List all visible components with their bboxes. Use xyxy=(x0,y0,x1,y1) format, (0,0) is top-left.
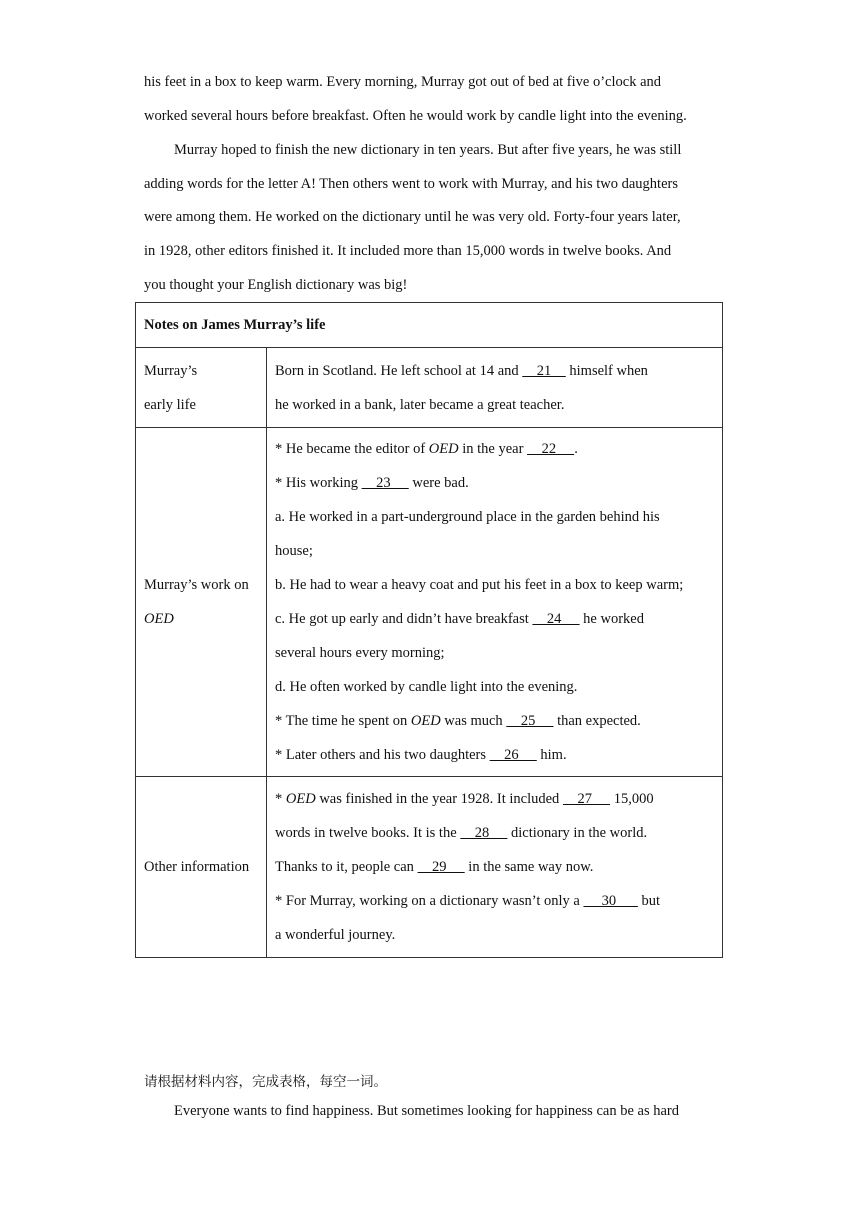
other-line-1c: 15,000 xyxy=(610,791,654,807)
work-line-10a: * Later others and his two daughters xyxy=(275,747,490,763)
blank-30[interactable]: 30 xyxy=(583,893,638,909)
work-line-4: house; xyxy=(275,543,313,559)
blank-22[interactable]: 22 xyxy=(527,441,575,457)
work-line-1-oed: OED xyxy=(428,441,459,457)
table-row-early-life xyxy=(136,348,723,428)
work-line-7: several hours every morning; xyxy=(275,645,445,661)
label-work-line1: Murray’s work on xyxy=(144,577,249,593)
label-early-life-line2: early life xyxy=(144,396,196,413)
work-line-10b: him. xyxy=(536,747,567,763)
work-line-1a: * He became the editor of xyxy=(275,441,429,457)
passage-line-3: Murray hoped to finish the new dictionary in ten years. But after five years, he was still xyxy=(174,142,682,158)
label-early-life xyxy=(136,348,267,428)
early-text-1: Born in Scotland. He left school at 14 and xyxy=(275,362,523,379)
other-line-5: a wonderful journey. xyxy=(275,927,396,943)
label-other: Other information xyxy=(136,777,267,958)
table-row-work xyxy=(136,428,723,777)
content-other xyxy=(267,777,723,958)
work-line-6b: he worked xyxy=(579,611,644,627)
work-line-5: b. He had to wear a heavy coat and put his feet in a box to keep warm; xyxy=(275,577,684,593)
work-line-2b: were bad. xyxy=(408,475,469,491)
passage-line-1: his feet in a box to keep warm. Every morning, Murray got out of bed at five o’clock and xyxy=(144,74,662,90)
blank-28[interactable]: 28 xyxy=(460,825,508,841)
table-title: Notes on James Murray’s life xyxy=(136,303,723,348)
label-work xyxy=(136,428,267,777)
other-line-1b: was finished in the year 1928. It included xyxy=(315,791,563,807)
other-line-2a: words in twelve books. It is the xyxy=(275,825,461,841)
work-line-8: d. He often worked by candle light into the evening. xyxy=(275,679,578,695)
passage-line-7: you thought your English dictionary was big! xyxy=(144,277,408,293)
work-line-3: a. He worked in a part-underground place in the garden behind his xyxy=(275,509,660,525)
blank-26[interactable]: 26 xyxy=(489,747,537,763)
other-line-1-oed: OED xyxy=(285,791,316,807)
other-line-3b: in the same way now. xyxy=(464,859,594,875)
content-work xyxy=(267,428,723,777)
blank-29[interactable]: 29 xyxy=(417,859,465,875)
other-line-1a: * xyxy=(275,791,286,807)
other-line-4a: * For Murray, working on a dictionary wasn’t only a xyxy=(275,893,584,909)
next-passage-first-line: Everyone wants to find happiness. But sometimes looking for happiness can be as hard xyxy=(174,1103,679,1119)
blank-21[interactable]: 21 xyxy=(522,362,566,379)
notes-table xyxy=(135,302,723,958)
blank-27[interactable]: 27 xyxy=(562,791,611,807)
work-line-6a: c. He got up early and didn’t have breakfast xyxy=(275,611,533,627)
work-line-9c: than expected. xyxy=(553,713,641,729)
blank-25[interactable]: 25 xyxy=(506,713,554,729)
work-line-9b: was much xyxy=(440,713,507,729)
label-work-line2: OED xyxy=(144,611,174,627)
blank-24[interactable]: 24 xyxy=(532,611,580,627)
early-text-3: he worked in a bank, later became a great teacher. xyxy=(275,396,565,413)
label-early-life-line1: Murray’s xyxy=(144,362,198,379)
work-line-1c: . xyxy=(574,441,578,457)
passage-line-5: were among them. He worked on the dictionary until he was very old. Forty-four years later, xyxy=(144,209,681,225)
early-text-2: himself when xyxy=(565,362,648,379)
table-row-other xyxy=(136,777,723,958)
blank-23[interactable]: 23 xyxy=(361,475,409,491)
section-instruction: 请根据材料内容，完成表格，每空一词。 xyxy=(144,1074,387,1090)
work-line-1b: in the year xyxy=(458,441,528,457)
other-line-4b: but xyxy=(637,893,661,909)
other-line-2b: dictionary in the world. xyxy=(507,825,648,841)
passage-line-4: adding words for the letter A! Then others went to work with Murray, and his two daughters xyxy=(144,176,678,192)
work-line-9a: * The time he spent on xyxy=(275,713,411,729)
other-line-3a: Thanks to it, people can xyxy=(275,859,418,875)
work-line-9-oed: OED xyxy=(410,713,441,729)
passage-line-2: worked several hours before breakfast. Often he would work by candle light into the evening. xyxy=(144,108,687,124)
work-line-2a: * His working xyxy=(275,475,362,491)
content-early-life xyxy=(267,348,723,428)
passage-line-6: in 1928, other editors finished it. It included more than 15,000 words in twelve books. And xyxy=(144,243,672,259)
